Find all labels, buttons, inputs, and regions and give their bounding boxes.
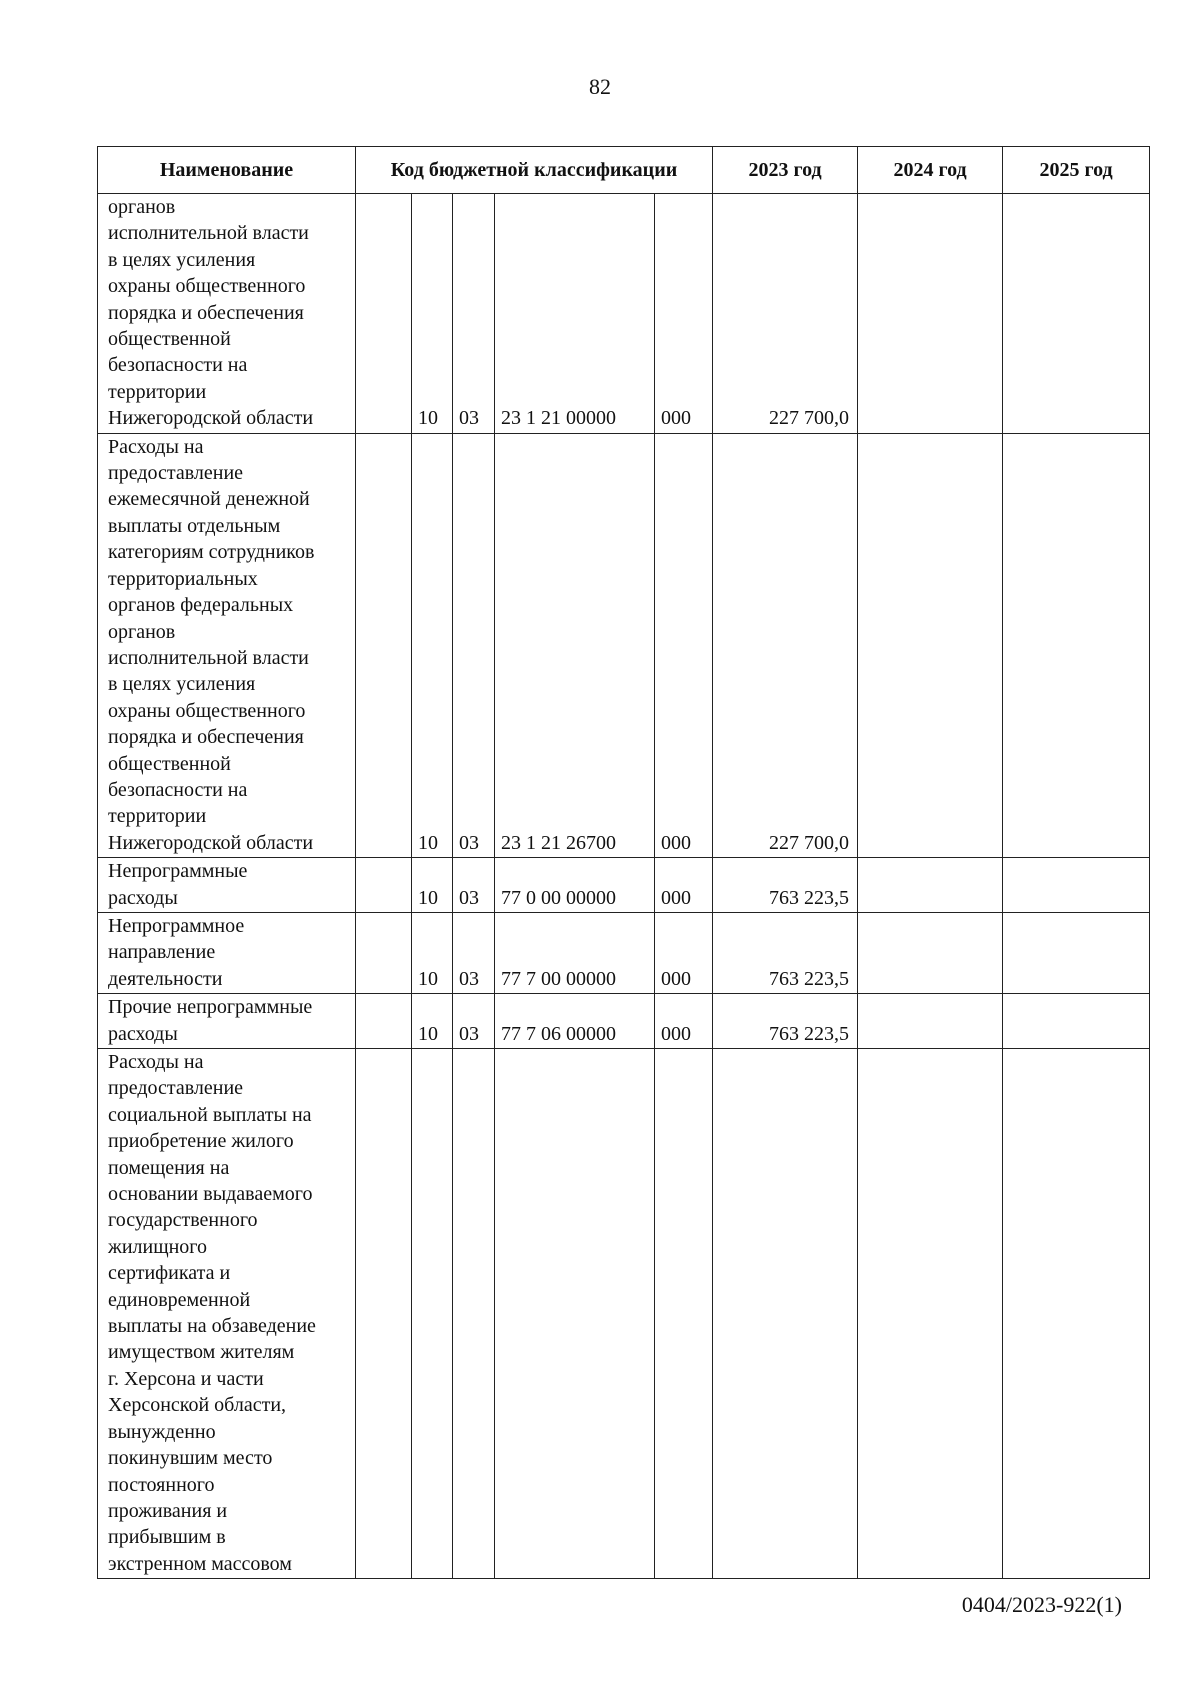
row-name-line: предоставление (108, 1077, 244, 1100)
amount-2025 (1003, 858, 1150, 913)
code-col-1 (356, 433, 412, 858)
row-name-line: общественной (108, 752, 231, 775)
header-2023: 2023 год (713, 147, 858, 194)
row-name-line: экстренном массовом (108, 1552, 292, 1575)
row-name-line: жилищного (108, 1235, 208, 1258)
table-row (98, 194, 1150, 434)
amount-2025 (1003, 994, 1150, 1049)
code-section: 10 (412, 194, 453, 434)
code-target-article (495, 1049, 655, 1579)
row-name-line: расходы (108, 886, 178, 909)
code-section: 10 (412, 994, 453, 1049)
table-row (98, 858, 1150, 913)
row-name-line: безопасности на (108, 778, 248, 801)
amount-2024 (858, 1049, 1003, 1579)
row-name-line: государственного (108, 1209, 258, 1232)
row-name-line: территории (108, 805, 207, 828)
row-name-line: Расходы на (108, 1051, 204, 1073)
code-target-article: 23 1 21 00000 (495, 194, 655, 434)
row-name-line: охраны общественного (108, 275, 306, 298)
row-name-line: территориальных (108, 567, 258, 590)
amount-2025 (1003, 912, 1150, 993)
row-name-line: г. Херсона и части (108, 1367, 264, 1390)
code-col-1 (356, 994, 412, 1049)
header-code: Код бюджетной классификации (356, 147, 713, 194)
row-name-line: Нижегородской области (108, 407, 314, 430)
code-expense-type (655, 1049, 713, 1579)
row-name-line: выплаты отдельным (108, 514, 281, 537)
row-name-line: порядка и обеспечения (108, 726, 304, 749)
code-subsection: 03 (453, 994, 495, 1049)
code-section (412, 1049, 453, 1579)
code-subsection: 03 (453, 433, 495, 858)
row-name-line: имуществом жителям (108, 1341, 295, 1364)
row-name-line: направление (108, 941, 216, 964)
amount-2025 (1003, 194, 1150, 434)
code-expense-type: 000 (655, 912, 713, 993)
row-name-line: порядка и обеспечения (108, 301, 304, 324)
code-col-1 (356, 194, 412, 434)
code-subsection (453, 1049, 495, 1579)
row-name-line: социальной выплаты на (108, 1103, 312, 1126)
amount-2024 (858, 994, 1003, 1049)
code-section: 10 (412, 912, 453, 993)
row-name-line: основании выдаваемого (108, 1183, 313, 1206)
amount-2023: 763 223,5 (713, 858, 858, 913)
amount-2024 (858, 912, 1003, 993)
row-name-line: Непрограммное (108, 914, 245, 937)
code-section: 10 (412, 858, 453, 913)
table-row (98, 433, 1150, 858)
code-subsection: 03 (453, 912, 495, 993)
amount-2024 (858, 433, 1003, 858)
row-name-line: покинувшим место (108, 1447, 273, 1470)
row-name-line: органов (108, 620, 176, 643)
row-name-cell (98, 858, 356, 913)
page-number: 82 (589, 74, 611, 99)
row-name-cell (98, 1049, 356, 1579)
code-col-1 (356, 912, 412, 993)
code-target-article: 77 7 06 00000 (495, 994, 655, 1049)
amount-2023: 763 223,5 (713, 994, 858, 1049)
row-name-line: в целях усиления (108, 673, 256, 696)
row-name-line: вынужденно (108, 1420, 216, 1443)
code-target-article: 77 0 00 00000 (495, 858, 655, 913)
amount-2023: 227 700,0 (713, 433, 858, 858)
code-subsection: 03 (453, 194, 495, 434)
table-row (98, 1049, 1150, 1579)
row-name-cell (98, 912, 356, 993)
row-name-line: единовременной (108, 1288, 251, 1311)
amount-2023 (713, 1049, 858, 1579)
row-name-line: исполнительной власти (108, 222, 309, 245)
row-name-line: выплаты на обзаведение (108, 1315, 316, 1338)
amount-2025 (1003, 433, 1150, 858)
row-name-line: помещения на (108, 1156, 230, 1179)
row-name-line: прибывшим в (108, 1526, 226, 1549)
row-name-line: органов федеральных (108, 594, 294, 617)
row-name-line: предоставление (108, 462, 244, 485)
code-expense-type: 000 (655, 858, 713, 913)
code-section: 10 (412, 433, 453, 858)
row-name-line: в целях усиления (108, 248, 256, 271)
amount-2024 (858, 858, 1003, 913)
row-name-line: постоянного (108, 1473, 215, 1496)
code-expense-type: 000 (655, 433, 713, 858)
code-expense-type: 000 (655, 194, 713, 434)
amount-2023: 227 700,0 (713, 194, 858, 434)
table-row (98, 994, 1150, 1049)
row-name-line: приобретение жилого (108, 1130, 294, 1153)
row-name-line: Непрограммные (108, 860, 248, 883)
row-name-line: Нижегородской области (108, 831, 314, 854)
row-name-cell (98, 994, 356, 1049)
code-col-1 (356, 1049, 412, 1579)
header-name: Наименование (98, 147, 356, 194)
code-target-article: 77 7 00 00000 (495, 912, 655, 993)
row-name-line: Херсонской области, (108, 1394, 287, 1417)
row-name-line: безопасности на (108, 354, 248, 377)
code-target-article: 23 1 21 26700 (495, 433, 655, 858)
row-name-line: органов (108, 196, 176, 218)
row-name-line: Расходы на (108, 435, 204, 458)
document-code: 0404/2023-922(1) (961, 1592, 1122, 1617)
row-name-line: общественной (108, 328, 231, 351)
header-row (98, 147, 1150, 194)
amount-2025 (1003, 1049, 1150, 1579)
table-body (98, 194, 1150, 1579)
budget-table (97, 146, 1150, 1579)
row-name-line: деятельности (108, 967, 223, 990)
header-2024: 2024 год (858, 147, 1003, 194)
row-name-line: сертификата и (108, 1262, 231, 1285)
amount-2024 (858, 194, 1003, 434)
row-name-cell (98, 194, 356, 434)
code-expense-type: 000 (655, 994, 713, 1049)
row-name-line: категориям сотрудников (108, 541, 315, 564)
row-name-line: расходы (108, 1022, 178, 1045)
header-2025: 2025 год (1003, 147, 1150, 194)
code-subsection: 03 (453, 858, 495, 913)
table-row (98, 912, 1150, 993)
row-name-line: территории (108, 380, 207, 403)
row-name-line: Прочие непрограммные (108, 996, 313, 1019)
row-name-line: ежемесячной денежной (108, 488, 310, 511)
row-name-line: исполнительной власти (108, 646, 309, 669)
row-name-line: охраны общественного (108, 699, 306, 722)
code-col-1 (356, 858, 412, 913)
amount-2023: 763 223,5 (713, 912, 858, 993)
row-name-cell (98, 433, 356, 858)
row-name-line: проживания и (108, 1499, 228, 1522)
